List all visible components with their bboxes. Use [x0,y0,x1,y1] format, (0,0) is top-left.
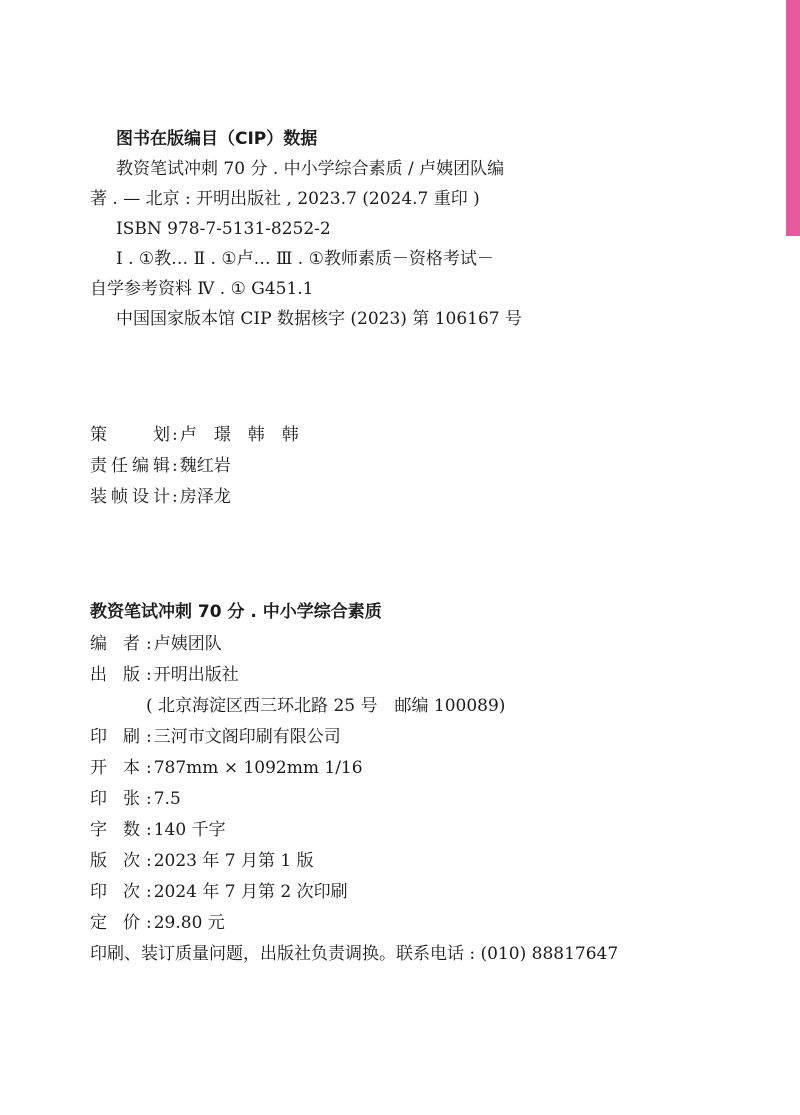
pub-value: 29.80 元 [153,913,225,933]
staff-value: 卢 璟 韩 韩 [179,425,299,445]
pub-value: 2024 年 7 月第 2 次印刷 [153,882,348,902]
label-char: 责 [90,456,107,476]
pub-row-editor: 编 者 : 卢姨团队 [90,629,618,660]
label-char: 字 [90,820,107,840]
quality-contact-note: 印刷、装订质量问题，出版社负责调换。联系电话 : (010) 88817647 [90,944,619,964]
pub-label [90,629,140,660]
label-char: 价 [123,913,140,933]
label-char: 者 [123,634,140,654]
staff-value: 魏红岩 [179,456,231,476]
label-char: 划 [153,425,170,445]
label-char: 定 [90,913,107,933]
book-title: 教资笔试冲刺 70 分 . 中小学综合素质 [90,602,382,622]
label-char: 本 [123,758,140,778]
label-char: 次 [123,882,140,902]
pub-label [90,815,140,846]
label-char: 数 [123,820,140,840]
cip-line: ISBN 978-7-5131-8252-2 [116,219,331,239]
pub-label [90,722,140,753]
pub-label [90,784,140,815]
staff-row-designer: 装 帧 设 计 : 房泽龙 [90,482,299,513]
label-char: 刷 [123,727,140,747]
accent-bar [786,0,800,236]
label-char: 编 [132,456,149,476]
label-char: 版 [90,851,107,871]
label-char: 开 [90,758,107,778]
label-char: 印 [90,882,107,902]
pub-row-format: 开 本 : 787mm × 1092mm 1/16 [90,753,618,784]
cip-line: 自学参考资料 Ⅳ . ① G451.1 [90,279,314,299]
staff-row-editor: 责 任 编 辑 : 魏红岩 [90,451,299,482]
cip-line: 著 . — 北京 : 开明出版社 , 2023.7 (2024.7 重印 ) [90,189,480,209]
pub-row-wordcount: 字 数 : 140 千字 [90,815,618,846]
pub-label [90,660,140,691]
pub-row-price: 定 价 : 29.80 元 [90,908,618,939]
pub-value: 开明出版社 [153,665,239,685]
staff-label [90,482,170,513]
cip-line: 中国国家版本馆 CIP 数据核字 (2023) 第 106167 号 [116,309,523,329]
label-char: 设 [132,487,149,507]
pub-label [90,877,140,908]
staff-credits [90,420,299,513]
staff-value: 房泽龙 [179,487,231,507]
pub-row-edition: 版 次 : 2023 年 7 月第 1 版 [90,846,618,877]
staff-label [90,451,170,482]
label-char: 张 [123,789,140,809]
pub-row-printer: 印 刷 : 三河市文阁印刷有限公司 [90,722,618,753]
label-char: 次 [123,851,140,871]
label-char: 帧 [111,487,128,507]
label-char: 辑 [153,456,170,476]
label-char: 版 [123,665,140,685]
pub-value: 7.5 [153,789,181,809]
pub-value: 140 千字 [153,820,226,840]
cip-block [90,124,540,334]
cip-title: 图书在版编目（CIP）数据 [116,129,318,149]
cip-line: 教资笔试冲刺 70 分 . 中小学综合素质 / 卢姨团队编 [116,159,505,179]
publication-info [90,595,618,970]
pub-value: 787mm × 1092mm 1/16 [153,758,363,778]
pub-label [90,753,140,784]
label-char: 装 [90,487,107,507]
pub-value: 卢姨团队 [153,634,222,654]
pub-row-sheets: 印 张 : 7.5 [90,784,618,815]
pub-value: 三河市文阁印刷有限公司 [153,727,341,747]
publisher-address: ( 北京海淀区西三环北路 25 号 邮编 100089) [146,696,506,716]
pub-value: 2023 年 7 月第 1 版 [153,851,314,871]
staff-row-planner: 策 划 : 卢 璟 韩 韩 [90,420,299,451]
label-char: 策 [90,425,107,445]
label-char: 出 [90,665,107,685]
pub-label [90,908,140,939]
staff-label [90,420,170,451]
label-char: 计 [153,487,170,507]
label-char: 印 [90,727,107,747]
cip-line: Ⅰ . ①教… Ⅱ . ①卢… Ⅲ . ①教师素质－资格考试－ [116,249,494,269]
pub-row-publisher: 出 版 : 开明出版社 [90,660,618,691]
pub-row-printing: 印 次 : 2024 年 7 月第 2 次印刷 [90,877,618,908]
label-char: 任 [111,456,128,476]
pub-label [90,846,140,877]
label-char: 印 [90,789,107,809]
label-char: 编 [90,634,107,654]
